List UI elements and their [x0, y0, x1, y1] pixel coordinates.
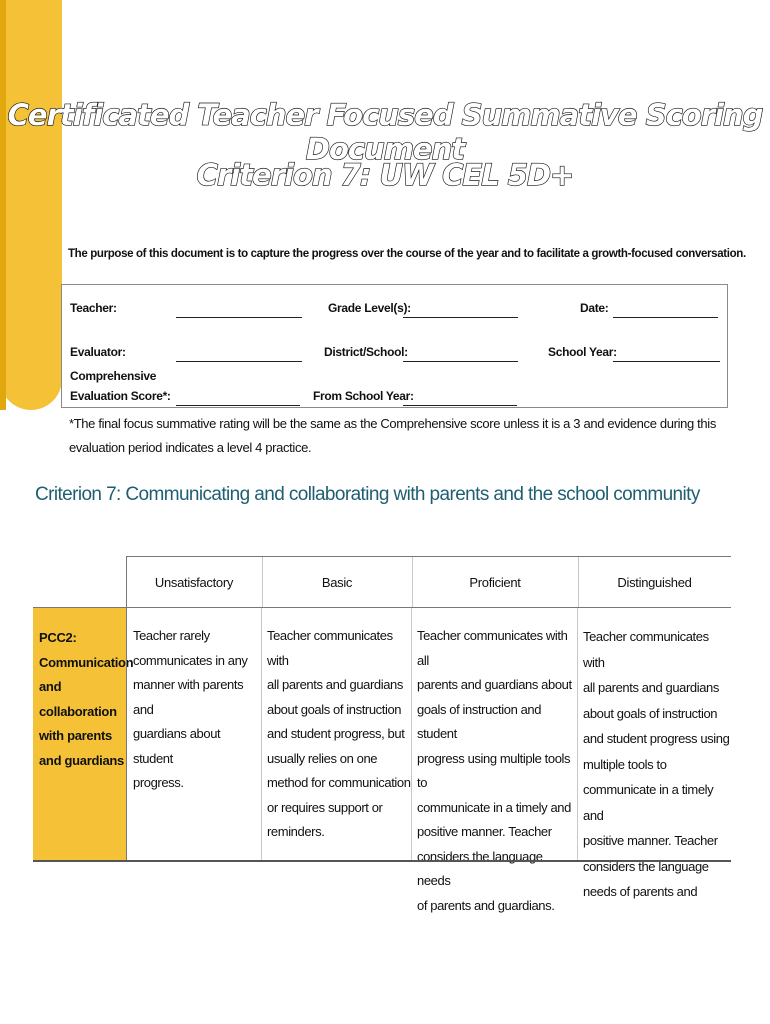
cell-line: Teacher communicates with [267, 628, 393, 668]
district-school-field[interactable] [403, 361, 518, 362]
cell-line: parents and guardians about [417, 677, 572, 692]
cell-line: positive manner. Teacher [583, 833, 718, 848]
criterion-line: Communication [39, 654, 134, 670]
cell-line: and student progress, but [267, 726, 405, 741]
header-basic: Basic [262, 556, 413, 608]
criterion-line: PCC2: [39, 630, 77, 645]
date-field[interactable] [613, 317, 718, 318]
cell-line: method for communication [267, 775, 411, 790]
criterion-cell [33, 608, 134, 860]
cell-line: Teacher rarely [133, 628, 210, 643]
evaluator-field[interactable] [176, 361, 302, 362]
district-school-label: District/School: [324, 345, 408, 359]
criterion-heading: Criterion 7: Communicating and collaborating with parents and the school community [35, 484, 700, 505]
document-subtitle: Criterion 7: UW CEL 5D+ [196, 158, 574, 192]
cell-line: reminders. [267, 824, 325, 839]
evaluation-score-label: Evaluation Score*: [70, 389, 171, 403]
accent-bar [0, 0, 62, 410]
cell-line: Teacher communicates with all [417, 628, 568, 668]
cell-line: considers the language needs [417, 848, 543, 888]
document-title: Certificated Teacher Focused Summative Scoring Document [7, 98, 763, 166]
cell-basic [262, 608, 412, 860]
cell-line: or requires support or [267, 799, 383, 815]
cell-line: all parents and guardians [583, 680, 719, 695]
cell-unsatisfactory [126, 608, 262, 860]
evaluator-label: Evaluator: [70, 345, 126, 359]
cell-line: Teacher communicates with [583, 629, 709, 670]
teacher-label: Teacher: [70, 301, 117, 315]
cell-line: positive manner. Teacher [417, 824, 552, 839]
table-border-left [126, 556, 127, 860]
cell-line: communicates in any [133, 652, 248, 668]
rubric-table [33, 556, 731, 913]
cell-line: goals of instruction and student [417, 701, 542, 741]
cell-line: needs of parents and [583, 884, 698, 899]
purpose-statement: The purpose of this document is to capture the progress over the course of the year and to facilitate a growth-focused conversation. [68, 248, 746, 260]
cell-line: multiple tools to [583, 756, 667, 772]
evaluation-score-field[interactable] [176, 405, 300, 406]
cell-line: usually relies on one [267, 750, 378, 766]
criterion-line: collaboration [39, 703, 117, 719]
header-proficient: Proficient [412, 556, 579, 608]
from-school-year-field[interactable] [403, 405, 517, 406]
accent-bar-edge [0, 0, 6, 410]
cell-line: about goals of instruction [267, 701, 402, 717]
cell-proficient [412, 608, 578, 913]
cell-line: progress. [133, 775, 184, 790]
school-year-field[interactable] [613, 361, 720, 362]
criterion-line: and [39, 679, 62, 694]
cell-line: of parents and guardians. [417, 897, 555, 913]
school-year-label: School Year: [548, 345, 617, 359]
cell-line: and student progress using [583, 731, 730, 746]
evaluation-info-form [61, 284, 728, 408]
grade-level-label: Grade Level(s): [328, 301, 411, 315]
header-distinguished: Distinguished [617, 574, 692, 590]
header-unsatisfactory: Unsatisfactory [126, 556, 263, 608]
cell-line: communicate in a timely and [583, 782, 714, 823]
criterion-line: and guardians [39, 752, 124, 768]
cell-line: progress using multiple tools to [417, 750, 571, 790]
cell-line: manner with parents and [133, 677, 244, 717]
cell-line: considers the language [583, 858, 709, 874]
cell-line: all parents and guardians [267, 677, 403, 692]
table-border-bottom [33, 860, 731, 862]
footnote: *The final focus summative rating will be the same as the Comprehensive score unless it is a 3 and evidence during this evaluation period indicates a level 4 practice. [69, 416, 716, 455]
criterion-line: with parents [39, 728, 112, 743]
grade-level-field[interactable] [403, 317, 518, 318]
table-border-top [126, 556, 731, 557]
cell-line: communicate in a timely and [417, 799, 571, 815]
cell-line: guardians about student [133, 726, 221, 766]
from-school-year-label: From School Year: [313, 389, 414, 403]
cell-line: about goals of instruction [583, 705, 718, 721]
comprehensive-label: Comprehensive [70, 369, 157, 383]
teacher-field[interactable] [176, 317, 302, 318]
table-border-header [33, 607, 731, 608]
cell-distinguished [578, 608, 731, 899]
date-label: Date: [580, 301, 609, 315]
